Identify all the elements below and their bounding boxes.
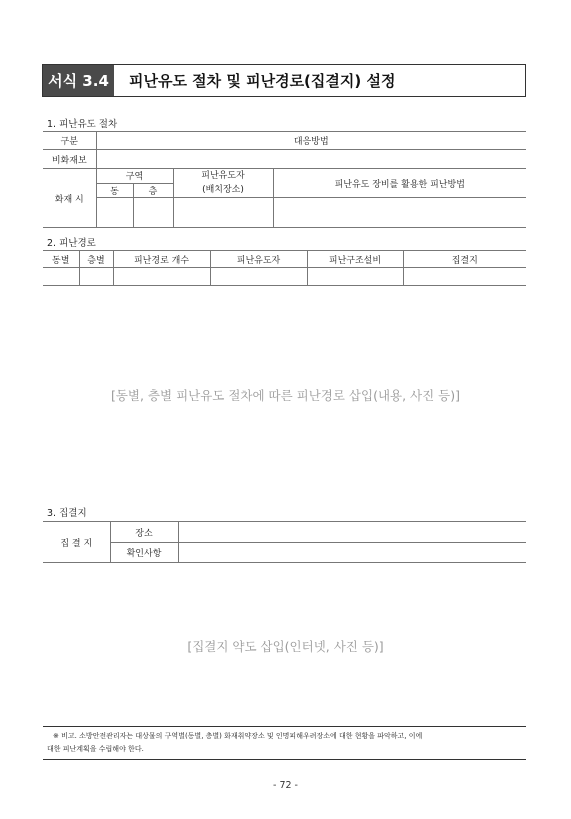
- evacuation-procedure-table: [43, 131, 526, 228]
- route-image-placeholder: [동별, 층별 피난유도 절차에 따른 피난경로 삽입(내용, 사진 등)]: [110, 388, 461, 403]
- section2-heading: 2. 피난경로: [47, 238, 96, 249]
- header-route-count: 피난경로 개수: [113, 251, 210, 268]
- header-floor: 층: [133, 183, 173, 198]
- form-header: [42, 64, 526, 97]
- remark-line1: ※ 비고. 소방안전관리자는 대상물의 구역별(동별, 층별) 화재취약장소 및 인명피해우려장소에 대한 현황을 파악하고, 이에: [53, 732, 423, 740]
- label-check: 확인사항: [110, 543, 178, 563]
- remark-line2: 대한 피난계획을 수립해야 한다.: [47, 745, 144, 753]
- check-cell[interactable]: [178, 543, 526, 563]
- header-equipment: 피난유도 장비를 활용한 피난방법: [273, 169, 526, 198]
- header-gubun: 구분: [43, 132, 96, 150]
- fire-equipment-cell[interactable]: [273, 198, 526, 228]
- evacuation-route-table: [43, 250, 526, 286]
- route-cell[interactable]: [210, 268, 307, 286]
- label-place: 장소: [110, 522, 178, 543]
- place-cell[interactable]: [178, 522, 526, 543]
- route-cell[interactable]: [43, 268, 79, 286]
- row-false-alarm: 비화재보: [43, 150, 96, 169]
- page-number: - 72 -: [273, 780, 298, 791]
- route-cell[interactable]: [79, 268, 113, 286]
- route-cell[interactable]: [403, 268, 526, 286]
- header-guide-line2: (배치장소): [202, 185, 244, 195]
- section3-heading: 3. 집결지: [47, 508, 87, 519]
- row-assembly-point: 집 결 지: [43, 522, 110, 563]
- form-number-badge: 서식 3.4: [43, 65, 117, 96]
- header-route-guide: 피난유도자: [210, 251, 307, 268]
- header-guide: [173, 169, 273, 198]
- form-title: 피난유도 절차 및 피난경로(집결지) 설정: [129, 72, 396, 90]
- header-floor-by: 층별: [79, 251, 113, 268]
- header-rescue-equipment: 피난구조설비: [307, 251, 403, 268]
- header-zone: 구역: [96, 169, 173, 184]
- header-building: 동별: [43, 251, 79, 268]
- section1-heading: 1. 피난유도 절차: [47, 119, 118, 130]
- fire-guide-cell[interactable]: [173, 198, 273, 228]
- route-cell[interactable]: [113, 268, 210, 286]
- map-image-placeholder: [집결지 약도 삽입(인터넷, 사진 등)]: [187, 639, 384, 654]
- header-method: 대응방법: [96, 132, 526, 150]
- header-dong: 동: [96, 183, 133, 198]
- header-guide-line1: 피난유도자: [201, 171, 245, 181]
- row-fire: 화재 시: [43, 169, 96, 228]
- fire-floor-cell[interactable]: [133, 198, 173, 228]
- assembly-point-table: [43, 521, 526, 563]
- false-alarm-cell[interactable]: [96, 150, 526, 169]
- fire-dong-cell[interactable]: [96, 198, 133, 228]
- header-assembly-point: 집결지: [403, 251, 526, 268]
- route-cell[interactable]: [307, 268, 403, 286]
- remark-note: [43, 726, 526, 760]
